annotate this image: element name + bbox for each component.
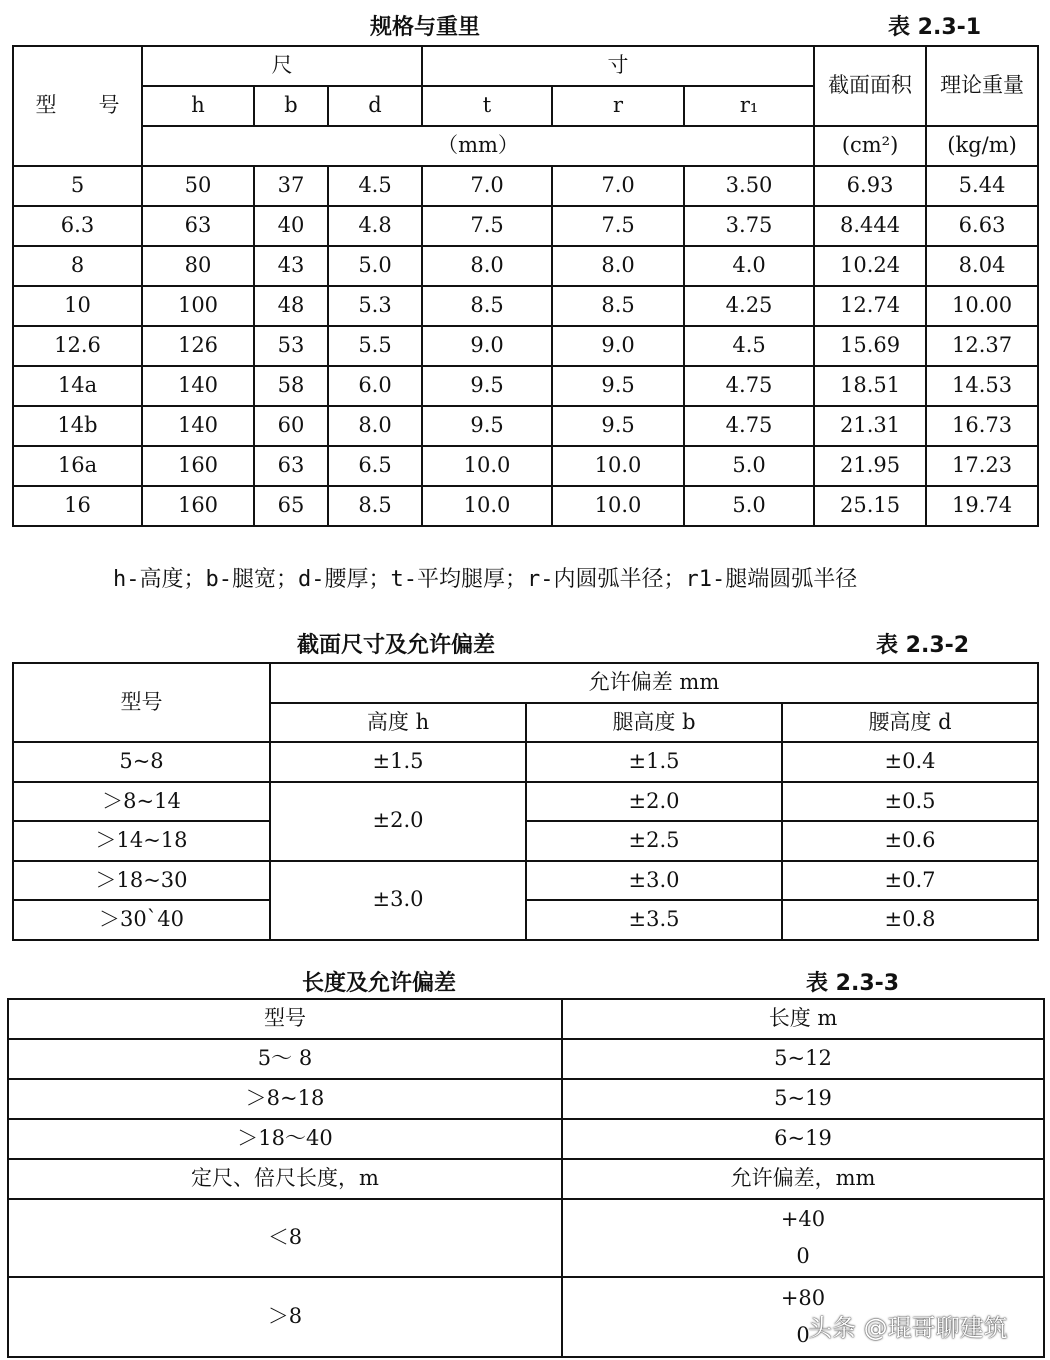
d-cell: ±0.6 — [782, 821, 1038, 861]
unit-weight: (kg/m) — [926, 126, 1038, 166]
tolerance-cell — [562, 1199, 1044, 1277]
col-h: h — [142, 86, 254, 126]
table-cell: 9.0 — [552, 326, 684, 366]
tolerance-header: 允许偏差 mm — [270, 663, 1038, 703]
table-cell: 15.69 — [814, 326, 926, 366]
table-row — [13, 486, 1038, 526]
table-cell: 12.6 — [13, 326, 142, 366]
table-cell: 6.63 — [926, 206, 1038, 246]
table-cell: 7.5 — [422, 206, 552, 246]
table-cell: 4.5 — [684, 326, 814, 366]
table-cell: 10.0 — [552, 486, 684, 526]
model-header: 型 号 — [13, 46, 142, 166]
table-row — [13, 246, 1038, 286]
h-header: 高度 h — [270, 703, 526, 743]
table-cell: 12.37 — [926, 326, 1038, 366]
model-cell: 5~8 — [13, 742, 270, 782]
table-row — [13, 326, 1038, 366]
length-range-cell: ＞8 — [8, 1277, 562, 1357]
table-cell: 9.0 — [422, 326, 552, 366]
table-cell: 48 — [254, 286, 328, 326]
table-cell: 10.0 — [422, 446, 552, 486]
table-cell: 50 — [142, 166, 254, 206]
length-range-cell: ＜8 — [8, 1199, 562, 1277]
table-cell: 10.0 — [422, 486, 552, 526]
b-cell: ±3.0 — [526, 861, 782, 901]
table2-title: 截面尺寸及允许偏差 — [297, 633, 496, 658]
dim-header-2: 寸 — [422, 46, 814, 86]
unit-area: (cm²) — [814, 126, 926, 166]
table-row — [13, 742, 1038, 782]
table-cell: 9.5 — [422, 366, 552, 406]
table-cell: 65 — [254, 486, 328, 526]
model-header: 型号 — [13, 663, 270, 742]
table-cell: 10.00 — [926, 286, 1038, 326]
table-row — [8, 1119, 1044, 1159]
model-header: 型号 — [8, 999, 562, 1039]
table-cell: 8.0 — [422, 246, 552, 286]
b-header: 腿高度 b — [526, 703, 782, 743]
length-tolerance-table — [7, 998, 1045, 1358]
h-cell: ±1.5 — [270, 742, 526, 782]
table-cell: 16 — [13, 486, 142, 526]
table-cell: 140 — [142, 406, 254, 446]
table-row — [13, 821, 1038, 861]
table-cell: 5.0 — [684, 446, 814, 486]
table-row — [8, 1079, 1044, 1119]
table-cell: 21.95 — [814, 446, 926, 486]
table-cell: 53 — [254, 326, 328, 366]
col-t: t — [422, 86, 552, 126]
table-cell: 9.5 — [552, 366, 684, 406]
table-cell: 5.5 — [328, 326, 422, 366]
table3-number: 表 2.3-3 — [806, 971, 900, 996]
table-cell: 140 — [142, 366, 254, 406]
table-cell: 63 — [254, 446, 328, 486]
table1-number: 表 2.3-1 — [888, 15, 982, 40]
table-cell: 4.75 — [684, 406, 814, 446]
dim-header-1: 尺 — [142, 46, 422, 86]
d-cell: ±0.7 — [782, 861, 1038, 901]
length-cell: 5~19 — [562, 1079, 1044, 1119]
table-cell: 4.5 — [328, 166, 422, 206]
section-tolerance-table — [12, 662, 1039, 941]
table-cell: 14.53 — [926, 366, 1038, 406]
h-cell: ±2.0 — [270, 782, 526, 861]
table-cell: 10.24 — [814, 246, 926, 286]
table-cell: 21.31 — [814, 406, 926, 446]
b-cell: ±3.5 — [526, 900, 782, 940]
table-cell: 37 — [254, 166, 328, 206]
watermark: 头条 @琨哥聊建筑 — [808, 1314, 1008, 1342]
b-cell: ±1.5 — [526, 742, 782, 782]
model-cell: ＞8~14 — [13, 782, 270, 822]
table-cell: 19.74 — [926, 486, 1038, 526]
length-header: 长度 m — [562, 999, 1044, 1039]
table-cell: 8.5 — [422, 286, 552, 326]
table-cell: 9.5 — [552, 406, 684, 446]
table-cell: 6.93 — [814, 166, 926, 206]
table-row — [13, 366, 1038, 406]
h-cell: ±3.0 — [270, 861, 526, 940]
table-cell: 7.5 — [552, 206, 684, 246]
table-cell: 16a — [13, 446, 142, 486]
b-cell: ±2.0 — [526, 782, 782, 822]
table-cell: 8.444 — [814, 206, 926, 246]
model-cell: ＞8~18 — [8, 1079, 562, 1119]
table-row — [8, 1039, 1044, 1079]
table3-title: 长度及允许偏差 — [302, 971, 457, 996]
table-cell: 4.8 — [328, 206, 422, 246]
table-cell: 5.0 — [684, 486, 814, 526]
table-cell: 58 — [254, 366, 328, 406]
spec-weight-table — [12, 45, 1039, 527]
table-cell: 5.0 — [328, 246, 422, 286]
table-cell: 7.0 — [552, 166, 684, 206]
table-row — [13, 406, 1038, 446]
table-cell: 100 — [142, 286, 254, 326]
model-cell: ＞14~18 — [13, 821, 270, 861]
fixed-length-header: 定尺、倍尺长度，m — [8, 1159, 562, 1199]
table1-title: 规格与重里 — [370, 15, 481, 40]
legend-text: h-高度；b-腿宽；d-腰厚；t-平均腿厚；r-内圆弧半径；r1-腿端圆弧半径 — [113, 567, 858, 592]
table-cell: 8.5 — [552, 286, 684, 326]
table-row — [13, 782, 1038, 822]
table2-number: 表 2.3-2 — [876, 633, 970, 658]
col-b: b — [254, 86, 328, 126]
unit-mm: （mm） — [142, 126, 814, 166]
upper-tolerance: +40 — [780, 1206, 826, 1231]
table-cell: 17.23 — [926, 446, 1038, 486]
table-row — [13, 900, 1038, 940]
table-cell: 3.50 — [684, 166, 814, 206]
tolerance-header: 允许偏差，mm — [562, 1159, 1044, 1199]
table-cell: 5 — [13, 166, 142, 206]
table-cell: 4.75 — [684, 366, 814, 406]
length-cell: 5~12 — [562, 1039, 1044, 1079]
model-cell: 5～ 8 — [8, 1039, 562, 1079]
d-cell: ±0.8 — [782, 900, 1038, 940]
table-cell: 6.3 — [13, 206, 142, 246]
table-cell: 8.0 — [552, 246, 684, 286]
table-row — [13, 861, 1038, 901]
col-r: r — [552, 86, 684, 126]
table-cell: 126 — [142, 326, 254, 366]
table-cell: 160 — [142, 486, 254, 526]
table-row — [13, 286, 1038, 326]
table-cell: 160 — [142, 446, 254, 486]
d-cell: ±0.4 — [782, 742, 1038, 782]
table-cell: 5.44 — [926, 166, 1038, 206]
table-row — [8, 1199, 1044, 1277]
table-cell: 10.0 — [552, 446, 684, 486]
area-header: 截面面积 — [814, 46, 926, 126]
model-cell: ＞30`40 — [13, 900, 270, 940]
table-cell: 43 — [254, 246, 328, 286]
table-cell: 4.25 — [684, 286, 814, 326]
table-cell: 5.3 — [328, 286, 422, 326]
table-cell: 14a — [13, 366, 142, 406]
table-row — [13, 206, 1038, 246]
table-cell: 9.5 — [422, 406, 552, 446]
upper-tolerance: +80 — [780, 1285, 826, 1310]
table-cell: 60 — [254, 406, 328, 446]
length-cell: 6~19 — [562, 1119, 1044, 1159]
d-header: 腰高度 d — [782, 703, 1038, 743]
table-cell: 8 — [13, 246, 142, 286]
table-cell: 16.73 — [926, 406, 1038, 446]
model-cell: ＞18~30 — [13, 861, 270, 901]
model-cell: ＞18～40 — [8, 1119, 562, 1159]
table-cell: 80 — [142, 246, 254, 286]
table-row — [13, 166, 1038, 206]
table-cell: 8.5 — [328, 486, 422, 526]
weight-header: 理论重量 — [926, 46, 1038, 126]
table-cell: 25.15 — [814, 486, 926, 526]
lower-tolerance: 0 — [796, 1323, 810, 1347]
table-cell: 4.0 — [684, 246, 814, 286]
table-cell: 6.5 — [328, 446, 422, 486]
lower-tolerance: 0 — [796, 1244, 810, 1268]
table-row — [13, 446, 1038, 486]
table-cell: 40 — [254, 206, 328, 246]
table-cell: 10 — [13, 286, 142, 326]
table-cell: 63 — [142, 206, 254, 246]
table-cell: 18.51 — [814, 366, 926, 406]
d-cell: ±0.5 — [782, 782, 1038, 822]
table-cell: 14b — [13, 406, 142, 446]
table-cell: 8.04 — [926, 246, 1038, 286]
table-cell: 12.74 — [814, 286, 926, 326]
table-cell: 8.0 — [328, 406, 422, 446]
col-d: d — [328, 86, 422, 126]
b-cell: ±2.5 — [526, 821, 782, 861]
table-cell: 7.0 — [422, 166, 552, 206]
table-cell: 3.75 — [684, 206, 814, 246]
table-cell: 6.0 — [328, 366, 422, 406]
col-r1: r₁ — [684, 86, 814, 126]
